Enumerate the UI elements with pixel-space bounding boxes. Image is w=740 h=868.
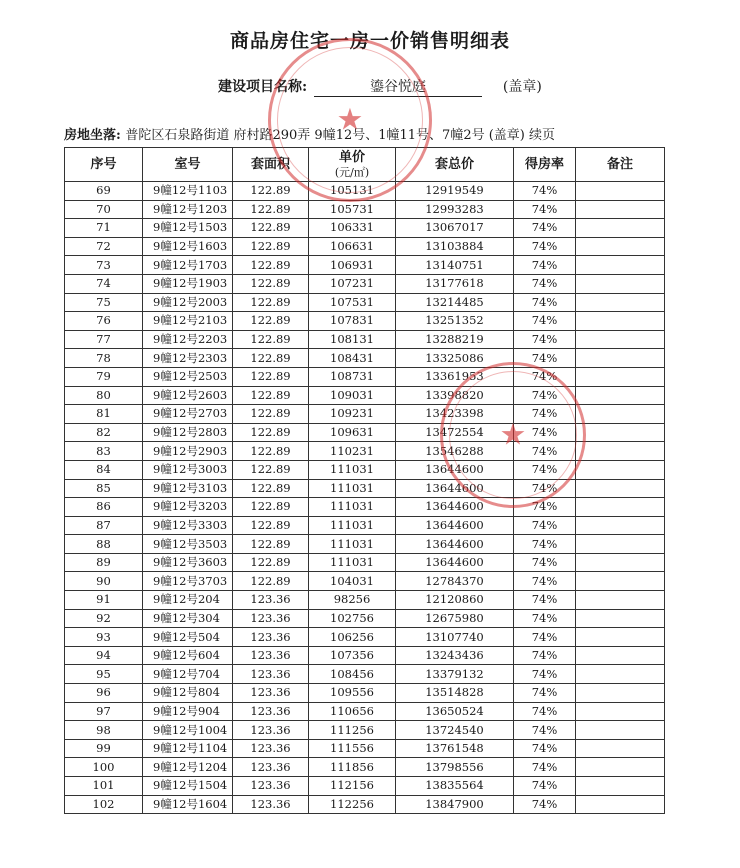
cell-ratio: 74% [514, 739, 576, 758]
seal-star-icon: ★ [499, 417, 527, 453]
cell-ratio: 74% [514, 553, 576, 572]
cell-ratio: 74% [514, 609, 576, 628]
table-row [65, 256, 665, 275]
table-row [65, 498, 665, 517]
cell-area: 123.36 [233, 609, 309, 628]
cell-ratio: 74% [514, 349, 576, 368]
cell-area: 122.89 [233, 182, 309, 201]
cell-total-price: 13644600 [396, 460, 514, 479]
cell-unit-price: 107231 [309, 274, 396, 293]
cell-unit-price: 106931 [309, 256, 396, 275]
cell-total-price: 13398820 [396, 386, 514, 405]
table-row [65, 182, 665, 201]
cell-remark [576, 237, 665, 256]
cell-ratio: 74% [514, 312, 576, 331]
cell-room: 9幢12号2103 [143, 312, 233, 331]
cell-area: 122.89 [233, 405, 309, 424]
page-title: 商品房住宅一房一价销售明细表 [229, 30, 510, 52]
cell-no: 85 [65, 479, 143, 498]
cell-remark [576, 535, 665, 554]
cell-total-price: 13423398 [396, 405, 514, 424]
cell-room: 9幢12号504 [143, 628, 233, 647]
cell-remark [576, 349, 665, 368]
cell-area: 123.36 [233, 795, 309, 814]
table-row [65, 665, 665, 684]
cell-unit-price: 107356 [309, 646, 396, 665]
cell-ratio: 74% [514, 330, 576, 349]
location-label: 房地坐落: [64, 128, 121, 143]
cell-unit-price: 112256 [309, 795, 396, 814]
cell-ratio: 74% [514, 758, 576, 777]
cell-area: 123.36 [233, 646, 309, 665]
cell-no: 102 [65, 795, 143, 814]
cell-no: 93 [65, 628, 143, 647]
cell-unit-price: 108456 [309, 665, 396, 684]
table-row [65, 535, 665, 554]
cell-unit-price: 105131 [309, 182, 396, 201]
table-row [65, 349, 665, 368]
cell-room: 9幢12号1103 [143, 182, 233, 201]
cell-remark [576, 330, 665, 349]
cell-room: 9幢12号804 [143, 684, 233, 703]
cell-total-price: 12784370 [396, 572, 514, 591]
header-ratio: 得房率 [514, 148, 576, 182]
cell-ratio: 74% [514, 535, 576, 554]
cell-total-price: 13243436 [396, 646, 514, 665]
cell-room: 9幢12号1504 [143, 777, 233, 796]
cell-no: 76 [65, 312, 143, 331]
cell-remark [576, 479, 665, 498]
cell-no: 82 [65, 423, 143, 442]
cell-area: 122.89 [233, 200, 309, 219]
cell-remark [576, 684, 665, 703]
cell-no: 87 [65, 516, 143, 535]
project-line [218, 76, 542, 97]
cell-remark [576, 274, 665, 293]
cell-room: 9幢12号3303 [143, 516, 233, 535]
cell-area: 122.89 [233, 460, 309, 479]
cell-unit-price: 109031 [309, 386, 396, 405]
cell-ratio: 74% [514, 498, 576, 517]
table-row [65, 795, 665, 814]
cell-area: 123.36 [233, 684, 309, 703]
cell-no: 96 [65, 684, 143, 703]
cell-unit-price: 106331 [309, 219, 396, 238]
table-row [65, 442, 665, 461]
cell-ratio: 74% [514, 591, 576, 610]
cell-room: 9幢12号2203 [143, 330, 233, 349]
cell-remark [576, 739, 665, 758]
cell-ratio: 74% [514, 274, 576, 293]
table-row [65, 516, 665, 535]
project-seal-note: (盖章) [502, 79, 542, 95]
table-row [65, 684, 665, 703]
cell-no: 73 [65, 256, 143, 275]
cell-no: 74 [65, 274, 143, 293]
cell-room: 9幢12号3103 [143, 479, 233, 498]
cell-unit-price: 111031 [309, 460, 396, 479]
cell-room: 9幢12号1104 [143, 739, 233, 758]
cell-remark [576, 591, 665, 610]
table-row [65, 646, 665, 665]
cell-ratio: 74% [514, 777, 576, 796]
cell-unit-price: 104031 [309, 572, 396, 591]
cell-area: 123.36 [233, 665, 309, 684]
cell-room: 9幢12号1004 [143, 721, 233, 740]
cell-ratio: 74% [514, 516, 576, 535]
cell-no: 92 [65, 609, 143, 628]
cell-remark [576, 386, 665, 405]
cell-unit-price: 109556 [309, 684, 396, 703]
cell-remark [576, 628, 665, 647]
cell-room: 9幢12号2903 [143, 442, 233, 461]
cell-unit-price: 102756 [309, 609, 396, 628]
location-value: 普陀区石泉路街道 府村路290弄 9幢12号、1幢11号、7幢2号 (盖章) 续页 [125, 128, 555, 143]
cell-unit-price: 111556 [309, 739, 396, 758]
cell-area: 122.89 [233, 498, 309, 517]
cell-total-price: 13177618 [396, 274, 514, 293]
cell-total-price: 13724540 [396, 721, 514, 740]
table-row [65, 405, 665, 424]
cell-ratio: 74% [514, 256, 576, 275]
header-remark: 备注 [576, 148, 665, 182]
cell-remark [576, 572, 665, 591]
table-row [65, 572, 665, 591]
cell-unit-price: 105731 [309, 200, 396, 219]
cell-remark [576, 777, 665, 796]
cell-area: 122.89 [233, 442, 309, 461]
cell-remark [576, 498, 665, 517]
cell-area: 123.36 [233, 591, 309, 610]
cell-unit-price: 106631 [309, 237, 396, 256]
table-row [65, 702, 665, 721]
cell-total-price: 13644600 [396, 479, 514, 498]
cell-remark [576, 293, 665, 312]
cell-room: 9幢12号3003 [143, 460, 233, 479]
cell-room: 9幢12号604 [143, 646, 233, 665]
cell-no: 97 [65, 702, 143, 721]
cell-area: 122.89 [233, 535, 309, 554]
cell-no: 78 [65, 349, 143, 368]
cell-unit-price: 107831 [309, 312, 396, 331]
cell-ratio: 74% [514, 628, 576, 647]
cell-unit-price: 109231 [309, 405, 396, 424]
cell-area: 123.36 [233, 758, 309, 777]
table-row [65, 274, 665, 293]
cell-room: 9幢12号1604 [143, 795, 233, 814]
cell-unit-price: 109631 [309, 423, 396, 442]
table-row [65, 591, 665, 610]
cell-unit-price: 111856 [309, 758, 396, 777]
table-row [65, 721, 665, 740]
cell-total-price: 13644600 [396, 498, 514, 517]
cell-ratio: 74% [514, 237, 576, 256]
cell-no: 99 [65, 739, 143, 758]
header-total-price: 套总价 [396, 148, 514, 182]
cell-unit-price: 111031 [309, 535, 396, 554]
table-row [65, 219, 665, 238]
cell-no: 88 [65, 535, 143, 554]
cell-room: 9幢12号2503 [143, 367, 233, 386]
table-body [65, 182, 665, 814]
cell-remark [576, 405, 665, 424]
cell-room: 9幢12号3203 [143, 498, 233, 517]
cell-total-price: 13251352 [396, 312, 514, 331]
cell-room: 9幢12号204 [143, 591, 233, 610]
cell-no: 83 [65, 442, 143, 461]
cell-area: 122.89 [233, 274, 309, 293]
cell-area: 122.89 [233, 572, 309, 591]
cell-unit-price: 111031 [309, 479, 396, 498]
header-unit-price [309, 148, 396, 182]
cell-total-price: 13067017 [396, 219, 514, 238]
cell-no: 101 [65, 777, 143, 796]
cell-total-price: 13847900 [396, 795, 514, 814]
cell-no: 77 [65, 330, 143, 349]
cell-no: 72 [65, 237, 143, 256]
cell-total-price: 13514828 [396, 684, 514, 703]
cell-no: 79 [65, 367, 143, 386]
cell-room: 9幢12号1903 [143, 274, 233, 293]
cell-room: 9幢12号2703 [143, 405, 233, 424]
cell-ratio: 74% [514, 684, 576, 703]
cell-no: 86 [65, 498, 143, 517]
header-unit-price-label: 单价 [338, 149, 365, 165]
cell-unit-price: 106256 [309, 628, 396, 647]
location-line [64, 124, 555, 143]
cell-total-price: 13288219 [396, 330, 514, 349]
cell-room: 9幢12号1204 [143, 758, 233, 777]
cell-unit-price: 111031 [309, 516, 396, 535]
price-table [64, 147, 665, 814]
cell-total-price: 13644600 [396, 553, 514, 572]
cell-no: 91 [65, 591, 143, 610]
cell-area: 122.89 [233, 293, 309, 312]
header-room: 室号 [143, 148, 233, 182]
cell-remark [576, 553, 665, 572]
cell-ratio: 74% [514, 367, 576, 386]
cell-unit-price: 108431 [309, 349, 396, 368]
cell-remark [576, 442, 665, 461]
cell-no: 75 [65, 293, 143, 312]
cell-total-price: 12993283 [396, 200, 514, 219]
table-row [65, 553, 665, 572]
cell-room: 9幢12号3503 [143, 535, 233, 554]
project-label: 建设项目名称: [218, 79, 308, 95]
table-row [65, 367, 665, 386]
table-row [65, 200, 665, 219]
cell-total-price: 13103884 [396, 237, 514, 256]
cell-area: 122.89 [233, 349, 309, 368]
cell-total-price: 13761548 [396, 739, 514, 758]
cell-area: 122.89 [233, 367, 309, 386]
cell-unit-price: 111031 [309, 553, 396, 572]
cell-room: 9幢12号2803 [143, 423, 233, 442]
cell-room: 9幢12号3603 [143, 553, 233, 572]
table-row [65, 423, 665, 442]
cell-no: 98 [65, 721, 143, 740]
table-row [65, 609, 665, 628]
table-row [65, 312, 665, 331]
cell-total-price: 13379132 [396, 665, 514, 684]
cell-area: 122.89 [233, 386, 309, 405]
cell-unit-price: 112156 [309, 777, 396, 796]
cell-remark [576, 367, 665, 386]
cell-unit-price: 108131 [309, 330, 396, 349]
seal-star-icon: ★ [336, 102, 364, 138]
cell-area: 122.89 [233, 423, 309, 442]
cell-ratio: 74% [514, 479, 576, 498]
cell-total-price: 12675980 [396, 609, 514, 628]
cell-area: 122.89 [233, 237, 309, 256]
cell-remark [576, 460, 665, 479]
cell-remark [576, 516, 665, 535]
cell-ratio: 74% [514, 386, 576, 405]
cell-area: 123.36 [233, 739, 309, 758]
cell-ratio: 74% [514, 702, 576, 721]
cell-ratio: 74% [514, 460, 576, 479]
cell-unit-price: 107531 [309, 293, 396, 312]
cell-remark [576, 219, 665, 238]
table-row [65, 237, 665, 256]
cell-remark [576, 665, 665, 684]
cell-room: 9幢12号2603 [143, 386, 233, 405]
cell-total-price: 12120860 [396, 591, 514, 610]
table-row [65, 330, 665, 349]
cell-ratio: 74% [514, 721, 576, 740]
cell-total-price: 13644600 [396, 535, 514, 554]
cell-unit-price: 110656 [309, 702, 396, 721]
cell-room: 9幢12号2003 [143, 293, 233, 312]
table-row [65, 628, 665, 647]
project-name: 鎏谷悦庭 [314, 76, 482, 97]
cell-area: 123.36 [233, 702, 309, 721]
cell-area: 122.89 [233, 516, 309, 535]
cell-room: 9幢12号1503 [143, 219, 233, 238]
cell-no: 100 [65, 758, 143, 777]
cell-area: 123.36 [233, 777, 309, 796]
cell-room: 9幢12号704 [143, 665, 233, 684]
cell-room: 9幢12号904 [143, 702, 233, 721]
cell-no: 69 [65, 182, 143, 201]
cell-ratio: 74% [514, 293, 576, 312]
cell-ratio: 74% [514, 219, 576, 238]
cell-total-price: 13325086 [396, 349, 514, 368]
cell-total-price: 13140751 [396, 256, 514, 275]
table-row [65, 460, 665, 479]
cell-remark [576, 646, 665, 665]
cell-remark [576, 423, 665, 442]
cell-remark [576, 256, 665, 275]
cell-total-price: 13798556 [396, 758, 514, 777]
cell-no: 70 [65, 200, 143, 219]
cell-area: 122.89 [233, 330, 309, 349]
header-area: 套面积 [233, 148, 309, 182]
cell-area: 122.89 [233, 312, 309, 331]
header-unit-price-unit: (元/㎡) [334, 165, 370, 179]
cell-total-price: 13214485 [396, 293, 514, 312]
cell-area: 122.89 [233, 256, 309, 275]
cell-remark [576, 312, 665, 331]
table-row [65, 758, 665, 777]
cell-no: 90 [65, 572, 143, 591]
cell-unit-price: 111256 [309, 721, 396, 740]
table-row [65, 293, 665, 312]
cell-area: 123.36 [233, 721, 309, 740]
cell-total-price: 13650524 [396, 702, 514, 721]
header-no: 序号 [65, 148, 143, 182]
table-row [65, 386, 665, 405]
cell-total-price: 13644600 [396, 516, 514, 535]
cell-total-price: 13107740 [396, 628, 514, 647]
table-row [65, 479, 665, 498]
cell-remark [576, 609, 665, 628]
cell-remark [576, 795, 665, 814]
cell-unit-price: 108731 [309, 367, 396, 386]
cell-total-price: 13546288 [396, 442, 514, 461]
cell-remark [576, 200, 665, 219]
cell-total-price: 13472554 [396, 423, 514, 442]
cell-ratio: 74% [514, 442, 576, 461]
cell-ratio: 74% [514, 665, 576, 684]
cell-area: 122.89 [233, 219, 309, 238]
cell-room: 9幢12号1603 [143, 237, 233, 256]
cell-room: 9幢12号304 [143, 609, 233, 628]
cell-ratio: 74% [514, 200, 576, 219]
cell-room: 9幢12号3703 [143, 572, 233, 591]
cell-no: 84 [65, 460, 143, 479]
cell-ratio: 74% [514, 423, 576, 442]
cell-remark [576, 702, 665, 721]
cell-area: 122.89 [233, 553, 309, 572]
cell-no: 81 [65, 405, 143, 424]
cell-no: 80 [65, 386, 143, 405]
table-row [65, 777, 665, 796]
cell-room: 9幢12号2303 [143, 349, 233, 368]
cell-ratio: 74% [514, 405, 576, 424]
cell-total-price: 12919549 [396, 182, 514, 201]
cell-no: 95 [65, 665, 143, 684]
cell-no: 94 [65, 646, 143, 665]
cell-ratio: 74% [514, 572, 576, 591]
cell-no: 89 [65, 553, 143, 572]
cell-room: 9幢12号1203 [143, 200, 233, 219]
cell-ratio: 74% [514, 182, 576, 201]
cell-no: 71 [65, 219, 143, 238]
table-row [65, 739, 665, 758]
cell-remark [576, 182, 665, 201]
cell-area: 123.36 [233, 628, 309, 647]
cell-total-price: 13835564 [396, 777, 514, 796]
cell-room: 9幢12号1703 [143, 256, 233, 275]
cell-area: 122.89 [233, 479, 309, 498]
table-header-row [65, 148, 665, 182]
cell-remark [576, 721, 665, 740]
cell-remark [576, 758, 665, 777]
cell-ratio: 74% [514, 795, 576, 814]
cell-unit-price: 111031 [309, 498, 396, 517]
cell-unit-price: 98256 [309, 591, 396, 610]
cell-unit-price: 110231 [309, 442, 396, 461]
cell-total-price: 13361953 [396, 367, 514, 386]
cell-ratio: 74% [514, 646, 576, 665]
